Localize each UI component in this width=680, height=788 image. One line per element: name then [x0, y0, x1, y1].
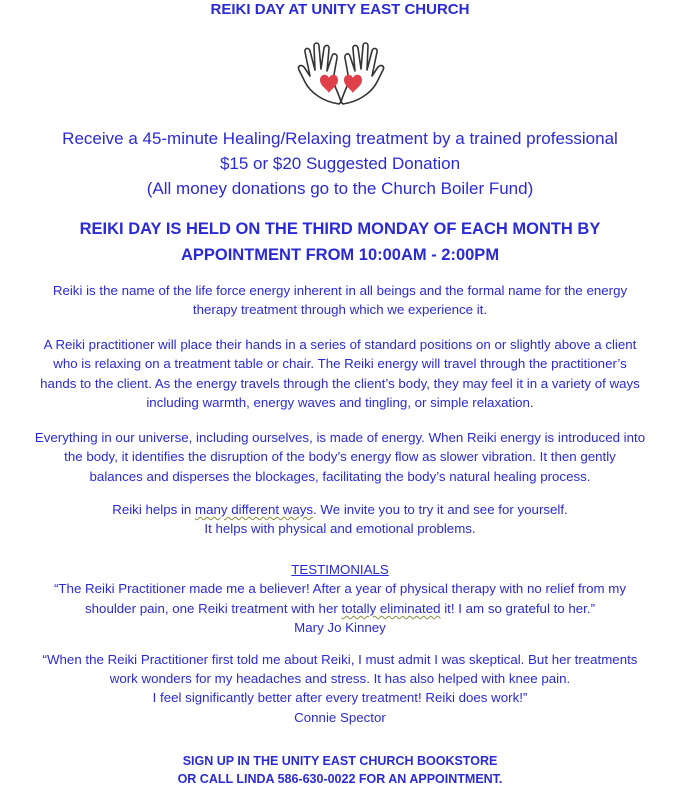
spellcheck-marked-text: many different ways: [195, 502, 314, 517]
offer-line: $15 or $20 Suggested Donation: [219, 154, 461, 173]
signup-line: OR CALL LINDA 586-630-0022 FOR AN APPOINTMENT.: [177, 772, 503, 786]
testimonial-author: Connie Spector: [294, 709, 386, 725]
hands-with-hearts-icon: [295, 40, 387, 108]
paragraph-invite: [4, 500, 676, 539]
text-line: hands to the client. As the energy travels through the client’s body, they may feel it in a variety of ways: [40, 375, 640, 391]
testimonials-section: [0, 560, 680, 727]
text-line: A Reiki practitioner will place their hands in a series of standard positions on or slightly above a client: [43, 337, 637, 352]
offer-line: (All money donations go to the Church Boiler Fund): [146, 179, 534, 198]
text-span: Reiki helps in: [112, 502, 196, 517]
schedule-line: REIKI DAY IS HELD ON THE THIRD MONDAY OF EACH MONTH BY: [79, 220, 601, 238]
text-span: shoulder pain, one Reiki treatment with her: [85, 600, 342, 616]
text-line: [4, 500, 676, 519]
testimonial-author: Mary Jo Kinney: [294, 620, 386, 636]
text-line: Everything in our universe, including ourselves, is made of energy. When Reiki energy is introduced into: [34, 430, 646, 445]
paragraph-practitioner: [4, 335, 676, 413]
testimonial-line: “When the Reiki Practitioner first told me about Reiki, I must admit I was skeptical. But her treatments: [42, 651, 638, 667]
text-line: therapy treatment through which we experience it.: [192, 302, 488, 318]
text-line: who is relaxing on a treatment table or chair. The Reiki energy will travel through the practitioner’s: [53, 356, 627, 372]
text-line: It helps with physical and emotional problems.: [204, 521, 476, 537]
text-span: . We invite you to try it and see for yourself.: [313, 502, 568, 517]
text-span: it! I am so grateful to her.”: [440, 600, 595, 616]
signup-line: SIGN UP IN THE UNITY EAST CHURCH BOOKSTORE: [182, 754, 498, 768]
paragraph-what-is-reiki: [4, 281, 676, 320]
paragraph-energy: [4, 428, 676, 486]
offer-line: Receive a 45-minute Healing/Relaxing treatment by a trained professional: [62, 129, 618, 148]
schedule-block: [0, 216, 680, 268]
page-title: REIKI DAY AT UNITY EAST CHURCH: [210, 1, 470, 18]
testimonial-line: work wonders for my headaches and stress. It has also helped with knee pain.: [109, 671, 571, 687]
text-line: balances and disperses the blockages, facilitating the body’s natural healing process.: [89, 468, 591, 484]
testimonial-line: [0, 599, 680, 618]
testimonial-line: “The Reiki Practitioner made me a believer! After a year of physical therapy with no relief from my: [54, 581, 626, 597]
schedule-line: APPOINTMENT FROM 10:00AM - 2:00PM: [180, 246, 500, 264]
testimonial-line: I feel significantly better after every treatment! Reiki does work!”: [152, 690, 528, 706]
testimonials-heading: TESTIMONIALS: [291, 562, 389, 577]
spellcheck-marked-text: totally eliminated: [341, 600, 441, 616]
signup-block: [0, 752, 680, 788]
spacer: [0, 638, 680, 650]
text-line: Reiki is the name of the life force energy inherent in all beings and the formal name for the energy: [52, 283, 628, 298]
offer-block: [0, 126, 680, 201]
text-line: the body, it identifies the disruption of the body’s energy flow as slower vibration. It then gently: [64, 449, 616, 465]
text-line: including warmth, energy waves and tingling, or simple relaxation.: [146, 395, 534, 411]
